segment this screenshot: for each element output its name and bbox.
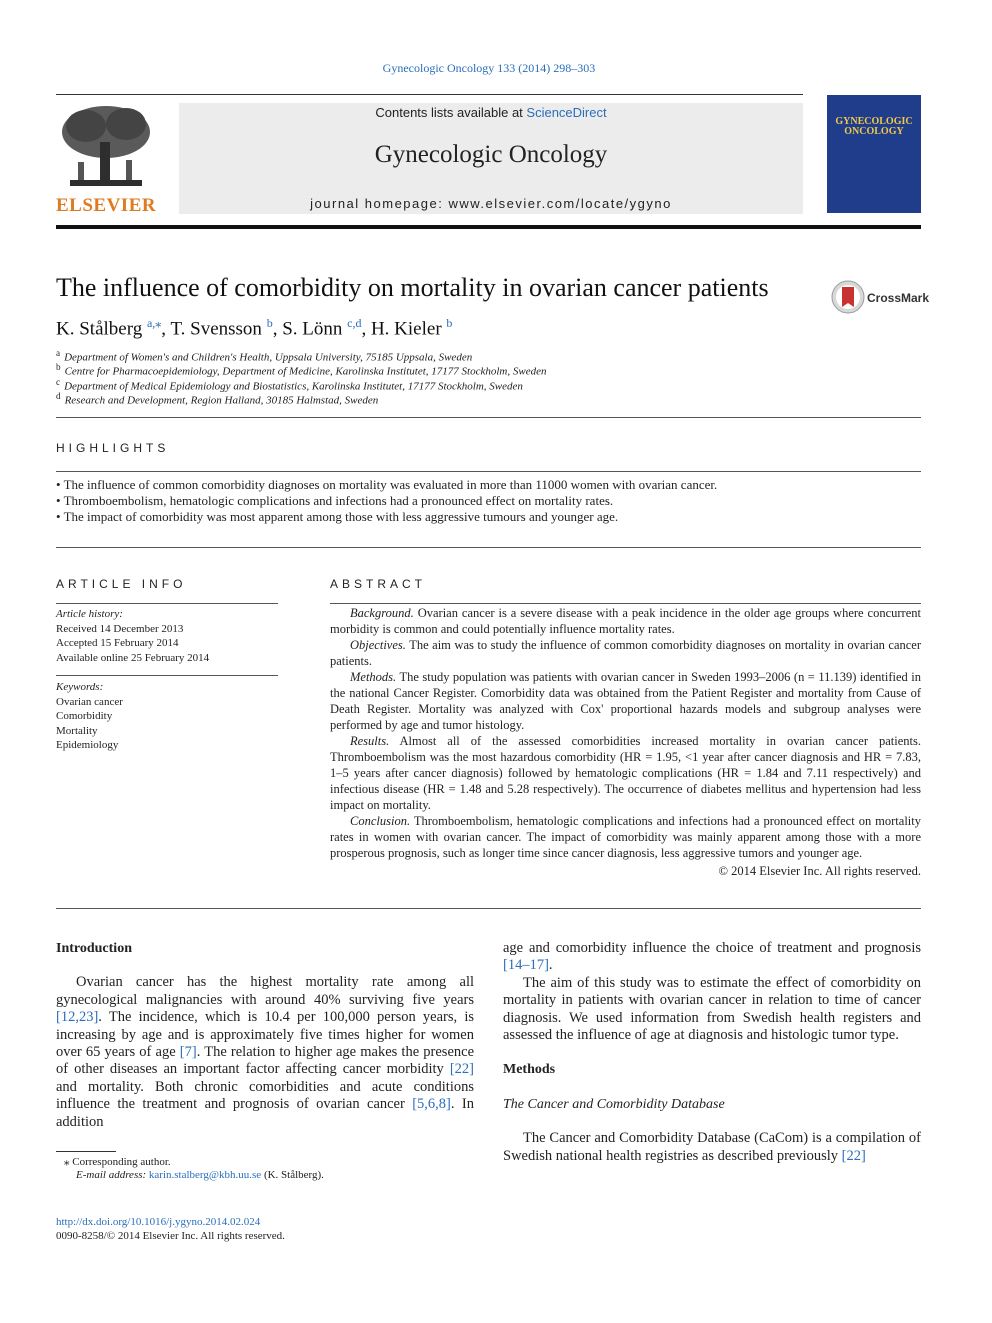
journal-citation[interactable]: Gynecologic Oncology 133 (2014) 298–303 xyxy=(382,61,596,75)
body-paragraph: age and comorbidity influence the choice of treatment and prognosis [14–17]. xyxy=(503,940,921,974)
abstract-label: Results. xyxy=(350,734,390,748)
affiliation-text: Research and Development, Region Halland, 30185 Halmstad, Sweden xyxy=(64,394,379,407)
affiliation xyxy=(56,362,546,378)
affiliation-key: a xyxy=(56,348,61,358)
keyword: Epidemiology xyxy=(56,739,119,751)
affiliation-key: b xyxy=(56,362,61,372)
history-label: Article history: xyxy=(56,608,123,620)
keywords xyxy=(56,680,123,753)
abstract-text: The study population was patients with ovarian cancer in Sweden 1993–2006 (n = 11.139) identified in the national Cancer Register. Comorbidity data was obtained from the Patient Register and mortality from Cause of Death Register. Mortality was analyzed with Cox' proportional hazards models and subgroup analyses were performed by age and tumor histology. xyxy=(330,670,921,732)
affiliation-key: c xyxy=(56,377,61,387)
body-right-column xyxy=(503,940,921,1165)
journal-homepage[interactable]: journal homepage: www.elsevier.com/locate/ygyno xyxy=(310,196,672,211)
author-affiliation-marker[interactable]: b xyxy=(266,316,273,330)
abstract-text: Almost all of the assessed comorbidities increased mortality in ovarian cancer patients. Thromboembolism was the most hazardous comorbidity (HR = 1.95, <1 year after cancer diagnosis and HR = 7.83, 1–5 years after cancer diagnosis) followed by hematologic complications (HR = 1.84 and 7.11 respectively) and infectious disease (HR = 1.48 and 5.28 respectively). The occurrence of diabetes mellitus and hypertension had less impact on mortality. xyxy=(330,734,921,812)
contents-line xyxy=(179,105,803,120)
email-note xyxy=(76,1169,324,1181)
affiliation-key: d xyxy=(56,391,61,401)
abstract-paragraph xyxy=(330,605,921,637)
journal-cover xyxy=(827,95,921,213)
reference-link[interactable]: [7] xyxy=(179,1044,197,1061)
abstract-paragraph xyxy=(330,813,921,861)
keyword: Comorbidity xyxy=(56,710,113,722)
highlight-item: • The influence of common comorbidity diagnoses on mortality was evaluated in more than 11000 women with ovarian cancer. xyxy=(56,477,718,492)
masthead-rule xyxy=(56,94,803,95)
affiliation-text: Centre for Pharmacoepidemiology, Department of Medicine, Karolinska Institutet, 17177 Stockholm, Sweden xyxy=(64,365,547,378)
abstract-paragraph xyxy=(330,669,921,733)
history-accepted: Accepted 15 February 2014 xyxy=(56,637,179,649)
abstract-label: Methods. xyxy=(350,670,397,684)
divider xyxy=(56,471,921,472)
divider xyxy=(56,908,921,909)
author-affiliation-marker[interactable]: c,d xyxy=(347,316,362,330)
elsevier-tree-logo xyxy=(56,102,156,194)
article-title: The influence of comorbidity on mortality in ovarian cancer patients xyxy=(56,273,769,302)
highlight-item: • The impact of comorbidity was most apparent among those with less aggressive tumours and younger age. xyxy=(56,509,619,524)
divider xyxy=(330,603,921,604)
abstract-text: Ovarian cancer is a severe disease with a peak incidence in the older age groups where concurrent morbidity is common and could potentially influence mortality rates. xyxy=(330,606,921,636)
publisher-wordmark: ELSEVIER xyxy=(56,195,157,216)
author-name: S. Lönn xyxy=(282,318,343,340)
copyright: © 2014 Elsevier Inc. All rights reserved. xyxy=(718,864,921,878)
abstract-paragraph xyxy=(330,637,921,669)
affiliation-text: Department of Medical Epidemiology and Biostatistics, Karolinska Institutet, 17177 Stockholm, Sweden xyxy=(64,380,523,393)
keyword: Ovarian cancer xyxy=(56,695,123,708)
abstract-label: Background. xyxy=(350,606,414,620)
body-left-column xyxy=(56,940,474,1131)
author-affiliation-marker[interactable]: b xyxy=(446,316,453,330)
article-info-heading: ARTICLE INFO xyxy=(56,577,187,591)
divider xyxy=(56,547,921,548)
abstract-text: The aim was to study the influence of common comorbidity diagnoses on mortality in ovarian cancer patients. xyxy=(330,638,921,668)
author-name: H. Kieler xyxy=(370,318,442,340)
history-received: Received 14 December 2013 xyxy=(56,622,184,635)
masthead-box xyxy=(179,103,803,214)
introduction-heading: Introduction xyxy=(56,941,132,956)
reference-link[interactable]: [12,23] xyxy=(56,1009,99,1026)
author-affiliation-marker[interactable]: a,⁎ xyxy=(146,316,162,330)
corresponding-author-note: ⁎ Corresponding author. xyxy=(64,1156,171,1168)
abstract-text: Thromboembolism, hematologic complications and infections had a pronounced effect on mortality rates in women with ovarian cancer. The impact of comorbidity was mainly apparent among those with a more prosperous prognosis, such as longer time since cancer diagnosis, less aggressive tumors and younger age. xyxy=(330,814,921,860)
history-online: Available online 25 February 2014 xyxy=(56,651,210,664)
reference-link[interactable]: [5,6,8] xyxy=(412,1096,451,1113)
issn-line: 0090-8258/© 2014 Elsevier Inc. All rights reserved. xyxy=(56,1230,285,1242)
email-label: E-mail address: xyxy=(76,1169,149,1181)
abstract-label: Objectives. xyxy=(350,638,406,652)
body-paragraph: The Cancer and Comorbidity Database (CaCom) is a compilation of Swedish national health registries as described previously [22] xyxy=(503,1130,921,1164)
keywords-label: Keywords: xyxy=(56,681,104,693)
header-thick-rule xyxy=(56,225,921,229)
doi-link[interactable]: http://dx.doi.org/10.1016/j.ygyno.2014.02.024 xyxy=(56,1216,261,1228)
author-name: K. Stålberg xyxy=(56,318,143,340)
reference-link[interactable]: [22] xyxy=(841,1147,866,1164)
body-paragraph: The aim of this study was to estimate the effect of comorbidity on mortality in patients with ovarian cancer in relation to time of cancer diagnosis. We used information from Swedish health registers and assessed the influence of age at diagnosis and histologic tumor type. xyxy=(503,974,921,1044)
author-name: T. Svensson xyxy=(170,318,262,340)
crossmark-icon[interactable] xyxy=(831,280,865,314)
sciencedirect-link[interactable]: ScienceDirect xyxy=(526,105,607,120)
introduction-paragraph: Ovarian cancer has the highest mortality rate among all gynecological malignancies with around 40% surviving five years [12,23]. The incidence, which is 10.4 per 100,000 person years, is increasing by age and is approximately five times higher for women over 65 years of age [7]. The relation to higher age makes the presence of other diseases an important factor affecting cancer morbidity [22] and mortality. Both chronic comorbidities and acute conditions influence the treatment and prognosis of ovarian cancer [5,6,8]. In addition xyxy=(56,974,474,1130)
reference-link[interactable]: [22] xyxy=(449,1061,474,1078)
abstract-paragraph xyxy=(330,733,921,813)
database-subheading: The Cancer and Comorbidity Database xyxy=(503,1096,725,1112)
crossmark-label[interactable]: CrossMark xyxy=(867,291,930,305)
abstract-label: Conclusion. xyxy=(350,814,411,828)
author-list: K. Stålberg $^{a,⁎}$, T. Svensson $^b$, S. Lönn $^{c,d}$, H. Kieler $^b$ xyxy=(56,316,453,340)
highlights-heading: HIGHLIGHTS xyxy=(56,441,170,455)
footnote-rule xyxy=(56,1151,116,1152)
highlight-item: • Thromboembolism, hematologic complications and infections had a pronounced effect on mortality rates. xyxy=(56,493,614,508)
abstract-heading: ABSTRACT xyxy=(330,577,427,591)
divider xyxy=(56,417,921,418)
abstract-body xyxy=(330,605,921,879)
email-suffix: (K. Stålberg). xyxy=(261,1169,324,1181)
contents-prefix: Contents lists available at xyxy=(375,105,527,120)
cover-title: GYNECOLOGIC ONCOLOGY xyxy=(835,116,913,137)
affiliation-text: Department of Women's and Children's Health, Uppsala University, 75185 Uppsala, Sweden xyxy=(64,351,473,364)
journal-name: Gynecologic Oncology xyxy=(374,141,608,168)
article-history xyxy=(56,607,209,665)
reference-link[interactable]: [14–17] xyxy=(503,957,549,974)
affiliation xyxy=(56,391,378,407)
divider xyxy=(56,675,278,676)
divider xyxy=(56,603,278,604)
email-link[interactable]: karin.stalberg@kbh.uu.se xyxy=(148,1169,262,1181)
methods-heading: Methods xyxy=(503,1062,556,1078)
keyword: Mortality xyxy=(56,724,98,737)
